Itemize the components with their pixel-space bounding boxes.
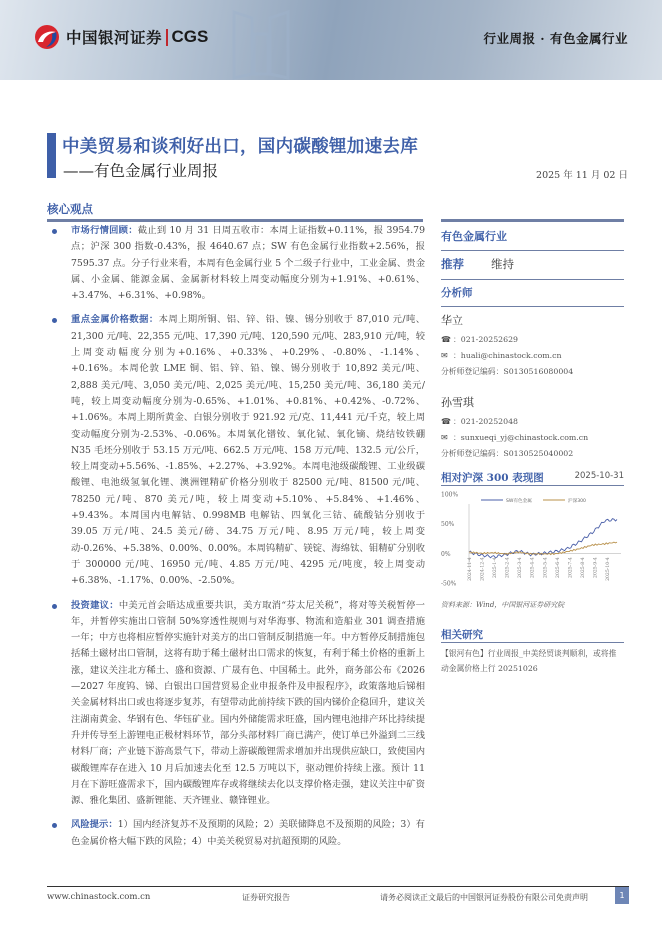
svg-text:100%: 100% (441, 491, 459, 499)
brand-logo (34, 24, 208, 50)
svg-text:2025-4-4: 2025-4-4 (530, 557, 536, 578)
bullet-text: 本周上期所铜、铝、锌、铅、镍、锡分别收于 87,010 元/吨、21,300 元/吨、22,355 元/吨、17,390 元/吨、120,590 元/吨、283,910 元/吨，较上周变动幅度分别为+0.16%、+0.33%、+0.29%、-0.80%、-1.14%、+0.16%。本周伦敦 LME 铜、铝、锌、铅、镍、锡分别收于 10,892 美元/吨、2,888 美元/吨、3,050 美元/吨、2,025 美元/吨、15,250 美元/吨、36,180 美元/吨，较上周变动幅度分别为-0.65%、+1.01%、+0.81%、+0.42%、-0.72%、+1.06%。本周上期所黄金、白银分别收于 921.92 元/克、11,441 元/千克，较上周变动幅度分别为-2.53%、-0.06%。本周氧化镨钕、氧化铽、氧化镝、烧结钕铁硼 N35 毛坯分别收于 53.15 万元/吨、662.5 万元/吨、158 万元/吨、132.5 元/公斤，较上周变动+5.56%、-1.85%、+2.27%、+3.92%。本周电池级碳酸锂、工业级碳酸锂、电池级氢氧化锂、澳洲锂精矿价格分别收于 82500 元/吨、81500 元/吨、78250 元/吨、870 美元/吨，较上周变动+5.10%、+5.84%、+1.46%、+9.43%。本周国内电解钴、0.998MB 电解钴、四氧化三钴、硫酸钴分别收于 39.05 万元/吨、24.5 美元/磅、34.75 万元/吨、8.95 万元/吨，较上周变动-0.26%、+5.38%、0.00%、0.00%。本周钨精矿、镁锭、海绵钛、钼精矿分别收于 300000 元/吨、16950 元/吨、4.85 万元/吨、4295 元/吨度，较上周变动+6.38%、-1.17%、0.00%、-2.50%。 (71, 314, 425, 587)
svg-text:2024-11-4: 2024-11-4 (468, 557, 473, 581)
analyst-phone (441, 333, 624, 346)
phone-number: ：021-20252629 (453, 335, 518, 344)
svg-text:2025-2-4: 2025-2-4 (505, 557, 511, 578)
svg-text:50%: 50% (441, 521, 455, 529)
svg-text:2025-8-4: 2025-8-4 (580, 557, 586, 578)
analyst-card (441, 312, 624, 378)
core-view-heading: 核心观点 (47, 202, 93, 216)
bullet-dot-icon (52, 229, 57, 234)
footer-divider (47, 886, 629, 887)
svg-text:沪深300: 沪深300 (568, 499, 586, 504)
brand-name-en: CGS (171, 27, 209, 46)
bullet-dot-icon (52, 604, 57, 609)
rating-row (441, 251, 624, 280)
analyst-registration: 分析师登记编码：S0130516080004 (441, 367, 574, 376)
header-banner (0, 0, 662, 80)
bullet-dot-icon (52, 823, 57, 828)
report-subtitle: ——有色金属行业周报 (63, 162, 219, 180)
bullet-metal-prices (47, 312, 425, 589)
mail-icon: ✉ (441, 433, 448, 442)
analyst-card (441, 394, 624, 460)
analyst-registration: 分析师登记编码：S0130525040002 (441, 449, 574, 458)
footer-doc-type: 证券研究报告 (242, 893, 290, 902)
bullet-label: 市场行情回顾： (71, 225, 138, 236)
brand-name-cn: 中国银河证券 (66, 29, 163, 47)
footer-website[interactable]: www.chinastock.com.cn (47, 892, 151, 902)
report-title: 中美贸易和谈利好出口，国内碳酸锂加速去库 (62, 137, 418, 157)
svg-text:2025-6-4: 2025-6-4 (555, 557, 561, 578)
cgs-watermark-icon (230, 4, 292, 80)
chart-source: 资料来源：Wind，中国银河证券研究院 (441, 601, 565, 609)
mail-icon: ✉ (441, 351, 448, 360)
svg-text:SW有色金属: SW有色金属 (506, 499, 532, 504)
sidebar (441, 222, 624, 463)
galaxy-logo-icon (34, 24, 60, 50)
line-chart (441, 488, 624, 596)
bullet-text: 1）国内经济复苏不及预期的风险；2）美联储降息不及预期的风险；3）有色金属价格大幅下跌的风险；4）中美关税贸易对抗超预期的风险。 (71, 819, 425, 847)
svg-text:0%: 0% (441, 550, 451, 558)
report-date: 2025 年 11 月 02 日 (536, 170, 628, 181)
chart-date: 2025-10-31 (574, 471, 624, 481)
svg-text:2025-10-4: 2025-10-4 (606, 557, 611, 581)
phone-number: ：021-20252048 (453, 417, 518, 426)
related-research-link[interactable]: 【银河有色】行业周报_中美经贸谈判顺利，或将推动金属价格上行 20251026 (441, 649, 617, 673)
bullet-text: 截止到 10 月 31 日周五收市：本周上证指数+0.11%，报 3954.79 点；沪深 300 指数-0.43%，报 4640.67 点；SW 有色金属行业指数+2.56%，报 7595.37 点。分子行业来看，本周有色金属行业 5 个二级子行业中，工业金属、贵金属、小金属、能源金属、金属新材料较上周变动幅度分别为+1.91%、+0.61%、+3.47%、+6.31%、+0.98%。 (71, 225, 425, 302)
bullet-text: 中美元首会晤达成重要共识，美方取消“芬太尼关税”，将对等关税暂停一年，并暂停实施出口管制 50%穿透性规则与对华海事、物流和造船业 301 调查措施一年；中方也将相应暂停实施针对美方的出口管制反制措施一年。中方暂停反制措施包括稀土磁材出口管制，这将有助于稀土磁材出口需求的恢复，有利于稀土价格的重新上涨，建议关注北方稀土、盛和资源、广晟有色、中国稀土。此外，商务部公布《2026—2027 年度钨、锑、白银出口国营贸易企业申报条件及申报程序》，政策落地后锑相关金属材料出口或也将逐步复苏，有望带动此前持续下跌的国内锑价企稳回升，建议关注湖南黄金、华钢有色、华钰矿业。国内外储能需求旺盛，国内锂电池排产环比持续提升并传导至上游锂电正极材料环节，部分头部材料厂商已满产，使订单已外溢到二三线材料厂商；产业链下游高景气下，带动上游碳酸锂需求增加并出现供应缺口，致使国内碳酸锂库存在进入 10 月后加速去化至 12.5 万吨以下，驱动锂价持续上涨。预计 11 月在下游旺盛需求下，国内碳酸锂库存或将继续去化以支撑价格走强，建议关注中矿资源、雅化集团、盛新锂能、天齐锂业、赣锋锂业。 (71, 599, 425, 807)
svg-text:2025-7-4: 2025-7-4 (568, 557, 574, 578)
email-address[interactable]: ：huali@chinastock.com.cn (453, 351, 562, 360)
bullet-dot-icon (52, 318, 57, 323)
svg-text:2024-12-4: 2024-12-4 (480, 557, 486, 581)
brand-separator (166, 29, 168, 46)
svg-text:2025-1-4: 2025-1-4 (493, 557, 499, 578)
bullet-market-review (47, 223, 425, 304)
svg-text:2025-3-4: 2025-3-4 (518, 557, 524, 578)
bullet-risk-warning (47, 817, 425, 850)
rating-value: 维持 (491, 257, 514, 271)
relative-performance-chart (441, 488, 624, 596)
chart-title: 相对沪深 300 表现图 (441, 472, 544, 484)
title-accent-bar (47, 133, 56, 178)
svg-text:2025-5-4: 2025-5-4 (543, 557, 549, 578)
bullet-investment-advice (47, 598, 425, 810)
page-number: 1 (615, 887, 629, 904)
divider (47, 219, 423, 222)
bullet-label: 投资建议： (71, 599, 119, 611)
report-category: 行业周报 · 有色金属行业 (483, 31, 628, 46)
email-address[interactable]: ：sunxueqi_yj@chinastock.com.cn (453, 433, 589, 442)
core-view-list (47, 223, 425, 858)
svg-text:2025-9-4: 2025-9-4 (593, 557, 599, 578)
bullet-label: 重点金属价格数据： (71, 314, 159, 326)
analyst-phone (441, 415, 624, 428)
analyst-email (441, 431, 624, 444)
analyst-name: 华立 (441, 314, 463, 327)
industry-label: 有色金属行业 (441, 222, 624, 251)
analyst-email (441, 349, 624, 362)
phone-icon: ☎ (441, 335, 451, 344)
footer-disclaimer: 请务必阅读正文最后的中国银河证券股份有限公司免责声明 (380, 893, 588, 902)
rating-label: 推荐 (441, 257, 464, 271)
svg-text:-50%: -50% (441, 580, 457, 588)
analyst-heading: 分析师 (441, 280, 624, 307)
bullet-label: 风险提示： (71, 819, 118, 831)
analyst-name: 孙雪琪 (441, 396, 474, 409)
chart-header (441, 468, 624, 486)
related-research-heading: 相关研究 (441, 625, 624, 643)
phone-icon: ☎ (441, 417, 451, 426)
